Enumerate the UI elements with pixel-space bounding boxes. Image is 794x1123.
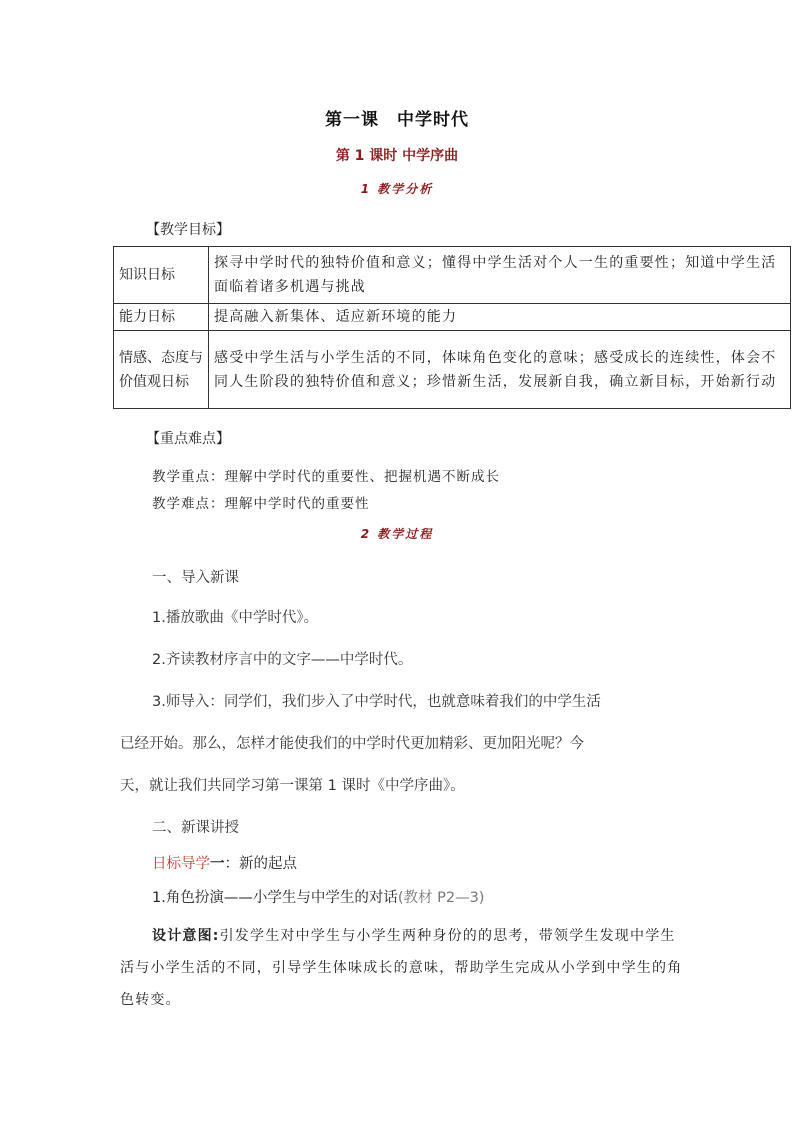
section-heading-process: 2 教学过程 bbox=[360, 527, 434, 541]
target-prefix: 日标导学 bbox=[152, 856, 210, 872]
goal-text: 探寻中学时代的独特价值和意义；懂得中学生活对个人一生的重要性；知道中学生活面临着诸多机遇与挑战 bbox=[209, 247, 791, 304]
goal-type: 知识日标 bbox=[114, 247, 209, 304]
goal-text: 感受中学生活与小学生活的不同，体味角色变化的意味；感受成长的连续性，体会不同人生阶段的独特价值和意义；珍惜新生活，发展新自我，确立新目标，开始新行动 bbox=[209, 331, 791, 409]
goals-heading: 【教学目标】 bbox=[146, 222, 230, 238]
key-points-heading: 【重点难点】 bbox=[146, 431, 230, 447]
step-3-line-1: 3.师导入：同学们，我们步入了中学时代，也就意味着我们的中学生活 bbox=[152, 694, 601, 710]
role-play-title: 1.角色扮演——小学生与中学生的对话 bbox=[152, 890, 398, 906]
step-2: 2.齐读教材序言中的文字——中学时代。 bbox=[152, 652, 413, 668]
goal-text: 提高融入新集体、适应新环境的能力 bbox=[209, 304, 791, 331]
part-new-lesson-heading: 二、新课讲授 bbox=[152, 820, 239, 836]
target-guide-heading bbox=[152, 852, 297, 873]
goal-type: 能力日标 bbox=[114, 304, 209, 331]
difficult-points: 教学难点：理解中学时代的重要性 bbox=[152, 496, 370, 512]
table-row bbox=[114, 304, 791, 331]
design-text: 引发学生对中学生与小学生两种身份的的思考，带领学生发现中学生活与小学生活的不同，引导学生体味成长的意味，帮助学生完成从小学到中学生的角色转变。 bbox=[120, 928, 683, 1008]
goal-type: 情感、态度与价值观日标 bbox=[114, 331, 209, 409]
lesson-subtitle: 第 1 课时 中学序曲 bbox=[335, 148, 459, 164]
target-number: 一 bbox=[210, 856, 225, 872]
step-3-line-2: 已经开始。那么，怎样才能使我们的中学时代更加精彩、更加阳光呢？今 bbox=[120, 736, 584, 752]
step-3-line-3: 天，就让我们共同学习第一课第 1 课时《中学序曲》。 bbox=[120, 778, 465, 794]
design-label: 设计意图: bbox=[152, 928, 220, 944]
key-points: 教学重点：理解中学时代的重要性、把握机遇不断成长 bbox=[152, 469, 500, 485]
role-play-heading bbox=[152, 886, 484, 907]
goals-table bbox=[113, 246, 791, 409]
section-heading-analysis: 1 教学分析 bbox=[360, 182, 434, 196]
lesson-title: 第一课 中学时代 bbox=[325, 110, 469, 130]
table-row bbox=[114, 331, 791, 409]
table-row bbox=[114, 247, 791, 304]
step-1: 1.播放歌曲《中学时代》。 bbox=[152, 610, 319, 626]
target-title: ：新的起点 bbox=[224, 856, 297, 872]
part-intro-heading: 一、导入新课 bbox=[152, 570, 239, 586]
design-intent bbox=[120, 920, 685, 1016]
textbook-reference: (教材 P2—3) bbox=[397, 890, 485, 906]
